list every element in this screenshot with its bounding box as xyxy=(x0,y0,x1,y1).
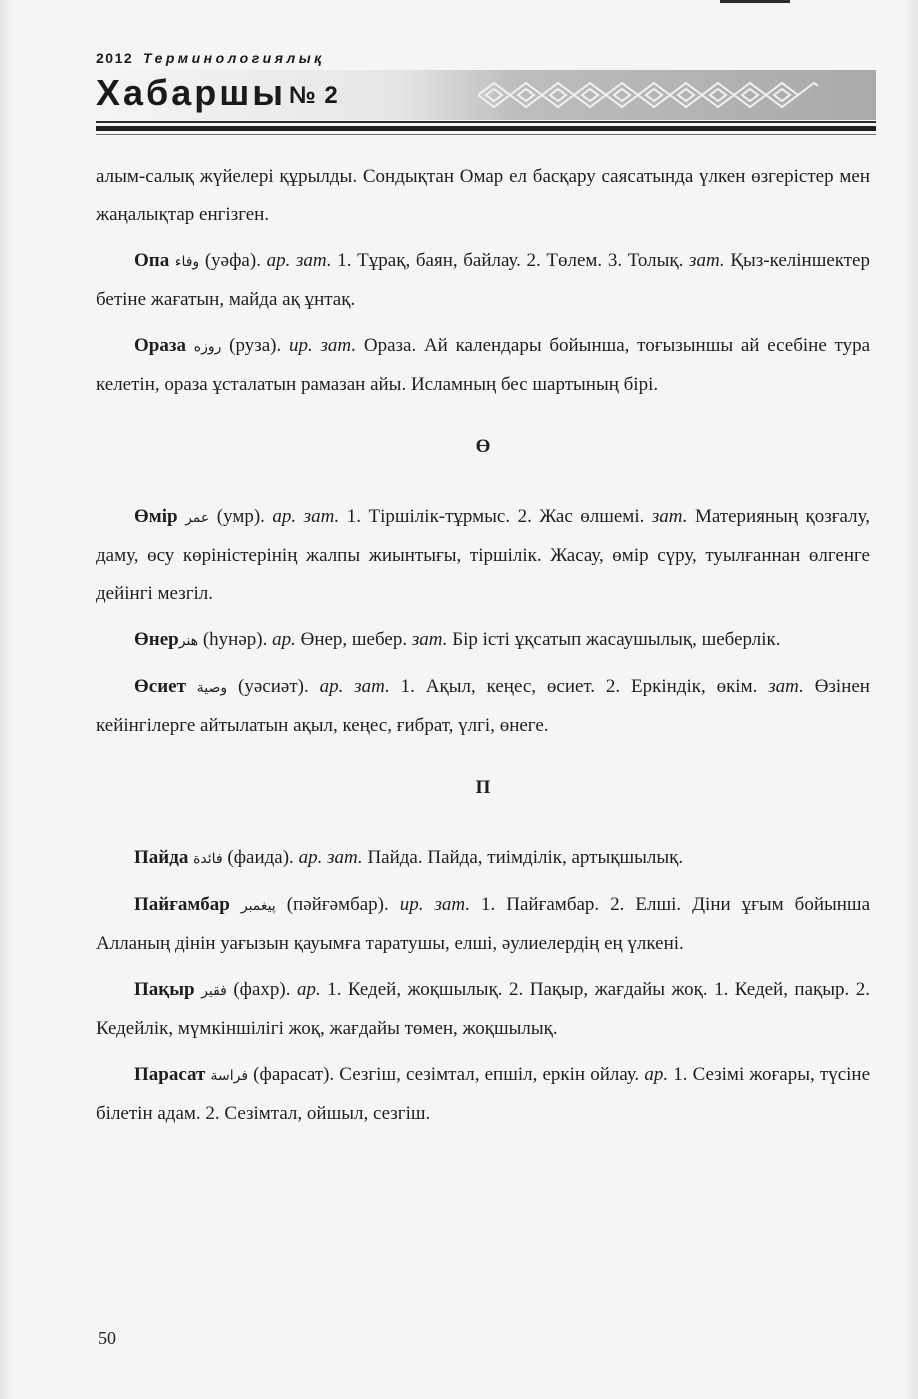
entry-text: (уәсиәт). xyxy=(227,676,320,697)
grammar-label: ар. xyxy=(272,629,296,650)
entry-text: (һунәр). xyxy=(198,629,273,650)
grammar-label: ар. xyxy=(644,1064,669,1085)
entry-parasat xyxy=(96,1056,870,1133)
arabic-script: روزه xyxy=(193,339,222,355)
paragraph-continuation: алым-салық жүйелері құрылды. Сондықтан Омар ел басқару саясатында үлкен өзгерістер мен жаңалықтар енгізген. xyxy=(96,166,870,225)
entry-text: (пәйғәмбар). xyxy=(275,894,400,915)
entry-text: (руза). xyxy=(221,335,289,356)
arabic-script: پیغمبر xyxy=(240,898,276,914)
entry-omir xyxy=(96,498,870,613)
header-top-line xyxy=(96,50,325,66)
header-subtitle: Терминологиялық xyxy=(143,50,325,66)
entry-text: 1. Пайғамбар. 2. Елші. Діни ұғым бойынша Алланың дінін уағызын қауымға таратушы, елші, әулиелердің ең үлкені. xyxy=(96,894,870,954)
header-title: Хабаршы xyxy=(96,72,287,113)
entry-text: Бір істі ұқсатып жасаушылық, шеберлік. xyxy=(447,629,781,650)
entry-text: (фаида). xyxy=(222,847,299,868)
arabic-script: وفاء xyxy=(174,254,200,270)
headword: Парасат xyxy=(134,1064,206,1085)
headword: Пайғамбар xyxy=(134,894,230,915)
grammar-label: ир. зат. xyxy=(288,335,357,356)
section-letter: П xyxy=(475,777,491,798)
top-edge-mark xyxy=(720,0,790,3)
header-rule-thick xyxy=(96,126,876,131)
header-rule-hairline xyxy=(96,134,876,135)
arabic-script: هنر xyxy=(178,633,199,649)
arabic-script: فائدة xyxy=(193,851,223,867)
headword: Опа xyxy=(134,250,170,271)
ornament-pattern xyxy=(478,79,818,111)
entry-text: 1. Тіршілік-тұрмыс. 2. Жас өлшемі. xyxy=(339,506,652,527)
entry-oraza xyxy=(96,327,870,404)
entry-text: 1. Ақыл, кеңес, өсиет. 2. Еркіндік, өкім. xyxy=(389,676,769,697)
grammar-label: ар. зат. xyxy=(319,676,390,697)
entry-text: Қыз-келіншектер бетіне жағатын, майда ақ ұнтақ. xyxy=(96,250,870,310)
entry-osiet xyxy=(96,668,870,745)
page-number: 50 xyxy=(98,1328,116,1348)
grammar-label: зат. xyxy=(411,629,448,650)
grammar-label: ар. xyxy=(296,979,321,1000)
entry-text: 1. Тұрақ, баян, байлау. 2. Төлем. 3. Толық. xyxy=(331,250,690,271)
entry-text: Өзінен кейінгілерге айтылатын ақыл, кеңес, ғибрат, үлгі, өнеге. xyxy=(96,676,870,736)
entry-text: 1. Сезімі жоғары, түсіне білетін адам. 2. Сезімтал, ойшыл, сезгіш. xyxy=(96,1064,871,1124)
page-content xyxy=(96,158,870,1141)
header-rule-thin xyxy=(96,121,876,123)
arabic-script: فقير xyxy=(201,983,227,999)
entry-oner xyxy=(96,621,870,660)
grammar-label: ар. зат. xyxy=(272,506,340,527)
entry-text: 1. Кедей, жоқшылық. 2. Пақыр, жағдайы жоқ. 1. Кедей, пақыр. 2. Кедейлік, мүмкіншілігі жоқ, жағдайы төмен, жоқшылық. xyxy=(96,979,871,1039)
entry-text: Материяның қозғалу, даму, өсу көріністерінің жалпы жиынтығы, тіршілік. Жасау, өмір сүру, туылғаннан өлгенге дейінгі мезгіл. xyxy=(96,506,870,604)
entry-text: Өнер, шебер. xyxy=(295,629,412,650)
entry-pakyr xyxy=(96,971,870,1048)
entry-text: (уәфа). xyxy=(199,250,267,271)
entry-text: (фарасат). Сезгіш, сезімтал, епшіл, еркін ойлау. xyxy=(248,1064,645,1085)
arabic-script: عمر xyxy=(185,510,210,526)
headword: Өмір xyxy=(134,506,178,527)
headword: Пайда xyxy=(134,847,189,868)
entry-paida xyxy=(96,839,870,878)
grammar-label: зат. xyxy=(768,676,804,697)
arabic-script: وصية xyxy=(196,680,228,696)
header-year: 2012 xyxy=(96,50,134,66)
entry-text: (умр). xyxy=(209,506,273,527)
headword: Ораза xyxy=(134,335,186,356)
entry-text: (фахр). xyxy=(226,979,297,1000)
grammar-label: зат. xyxy=(651,506,688,527)
entry-text: Ораза. Ай календары бойынша, тоғызыншы ай есебіне тура келетін, ораза ұсталатын рамазан айы. Исламның бес шартының бірі. xyxy=(96,335,871,395)
headword: Өнер xyxy=(134,629,179,650)
grammar-label: ар. зат. xyxy=(266,250,332,271)
headword: Пақыр xyxy=(134,979,195,1000)
header-issue: № 2 xyxy=(289,82,339,109)
arabic-script: فراسة xyxy=(210,1068,249,1084)
entry-paigambar xyxy=(96,886,870,963)
headword: Өсиет xyxy=(134,676,186,697)
entry-opa xyxy=(96,242,870,319)
grammar-label: ар. зат. xyxy=(298,847,363,868)
grammar-label: зат. xyxy=(689,250,725,271)
section-letter: Ө xyxy=(475,436,491,457)
grammar-label: ир. зат. xyxy=(399,894,471,915)
entry-text: Пайда. Пайда, тиімділік, артықшылық. xyxy=(362,847,684,868)
